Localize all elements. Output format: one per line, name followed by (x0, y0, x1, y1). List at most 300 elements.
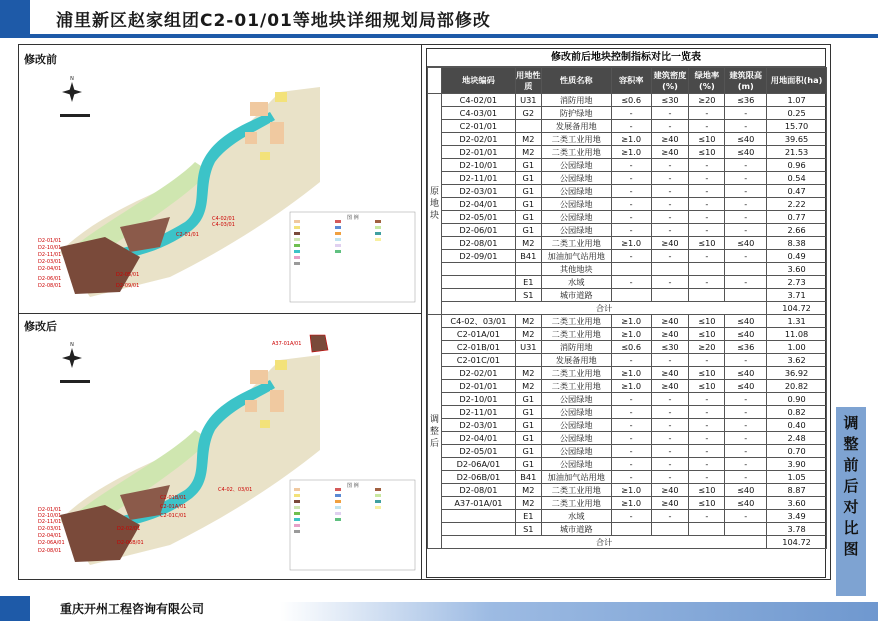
total-label: 合计 (441, 536, 766, 549)
table-cell: - (611, 185, 651, 198)
map-plot-label: D2-11/01 (38, 252, 62, 258)
table-cell (515, 263, 541, 276)
table-header-cell: 建筑密度(%) (651, 68, 689, 94)
table-cell: G1 (515, 224, 541, 237)
table-cell: 3.60 (767, 263, 827, 276)
table-cell: - (611, 172, 651, 185)
table-cell: 0.90 (767, 393, 827, 406)
table-cell: - (651, 510, 689, 523)
maps-divider (18, 313, 422, 314)
table-cell: 二类工业用地 (541, 133, 611, 146)
table-cell: - (689, 432, 725, 445)
table-caption: 修改前后地块控制指标对比一览表 (427, 49, 825, 67)
table-cell: - (725, 159, 767, 172)
table-cell: G1 (515, 393, 541, 406)
table-cell: 11.08 (767, 328, 827, 341)
table-row (428, 120, 827, 133)
table-cell: ≤40 (725, 237, 767, 250)
table-cell: G1 (515, 185, 541, 198)
page-title: 浦里新区赵家组团C2-01/01等地块详细规划局部修改 (56, 11, 491, 31)
table-cell: E1 (515, 276, 541, 289)
table-cell: C2-01A/01 (441, 328, 515, 341)
table-row (428, 94, 827, 107)
table-cell: 公园绿地 (541, 185, 611, 198)
table-cell: ≤10 (689, 484, 725, 497)
table-cell: ≤40 (725, 315, 767, 328)
table-row (428, 341, 827, 354)
table-cell: C2-01/01 (441, 120, 515, 133)
table-cell: D2-01/01 (441, 380, 515, 393)
table-cell: - (725, 393, 767, 406)
table-cell (611, 289, 651, 302)
table-row (428, 419, 827, 432)
table-cell (689, 263, 725, 276)
table-cell: - (689, 159, 725, 172)
table-cell: 39.65 (767, 133, 827, 146)
table-row (428, 211, 827, 224)
table-cell: - (689, 198, 725, 211)
table-cell: ≤10 (689, 380, 725, 393)
table-header-cell: 用地性质 (515, 68, 541, 94)
table-cell: ≤10 (689, 497, 725, 510)
table-cell: 公园绿地 (541, 211, 611, 224)
map-plot-label: C4-03/01 (212, 222, 235, 228)
table-cell: - (651, 445, 689, 458)
table-cell: 公园绿地 (541, 432, 611, 445)
total-row (428, 302, 827, 315)
table-cell: - (651, 354, 689, 367)
table-cell: ≥20 (689, 341, 725, 354)
table-cell: - (651, 393, 689, 406)
table-cell: 城市道路 (541, 289, 611, 302)
table-cell: 2.48 (767, 432, 827, 445)
table-cell (651, 263, 689, 276)
table-cell: - (689, 250, 725, 263)
table-cell: B41 (515, 250, 541, 263)
table-cell: - (689, 172, 725, 185)
table-cell: M2 (515, 133, 541, 146)
map-plot-label: D2-03/01 (38, 259, 62, 265)
table-cell: 2.22 (767, 198, 827, 211)
table-cell: M2 (515, 146, 541, 159)
table-cell: - (725, 107, 767, 120)
table-cell: ≤10 (689, 133, 725, 146)
legend (290, 480, 415, 570)
header-rule (0, 34, 878, 38)
table-cell: 0.54 (767, 172, 827, 185)
table-row (428, 250, 827, 263)
table-cell: ≥40 (651, 328, 689, 341)
table-cell: D2-04/01 (441, 198, 515, 211)
table-cell: ≤36 (725, 94, 767, 107)
total-label: 合计 (441, 302, 766, 315)
total-value: 104.72 (767, 302, 827, 315)
table-cell: 消防用地 (541, 341, 611, 354)
table-cell: - (651, 250, 689, 263)
table-cell: - (689, 458, 725, 471)
table-cell: ≤40 (725, 133, 767, 146)
map-plot-label: D2-08/01 (38, 548, 62, 554)
table-cell: M2 (515, 380, 541, 393)
table-cell: 0.77 (767, 211, 827, 224)
table-row (428, 393, 827, 406)
table-cell: 公园绿地 (541, 458, 611, 471)
table-row (428, 354, 827, 367)
table-cell: S1 (515, 523, 541, 536)
table-cell: - (611, 445, 651, 458)
table-cell: 公园绿地 (541, 159, 611, 172)
table-row (428, 315, 827, 328)
table-cell: D2-10/01 (441, 159, 515, 172)
table-cell: D2-09/01 (441, 250, 515, 263)
map-plot-label: D2-05/01 (116, 272, 140, 278)
table-cell: ≥40 (651, 484, 689, 497)
table-cell: S1 (515, 289, 541, 302)
table-cell: G1 (515, 406, 541, 419)
table-row (428, 263, 827, 276)
table-cell (689, 523, 725, 536)
table-cell: ≥1.0 (611, 133, 651, 146)
table-cell: M2 (515, 237, 541, 250)
table-cell: - (611, 120, 651, 133)
table-cell: - (725, 172, 767, 185)
table-cell: - (725, 471, 767, 484)
table-cell: D2-01/01 (441, 146, 515, 159)
table-cell: ≥1.0 (611, 497, 651, 510)
table-cell: C4-02、03/01 (441, 315, 515, 328)
table-row (428, 328, 827, 341)
table-cell: ≤0.6 (611, 341, 651, 354)
table-cell: ≥40 (651, 133, 689, 146)
table-cell: 2.73 (767, 276, 827, 289)
table-cell: M2 (515, 367, 541, 380)
table-cell: - (611, 159, 651, 172)
comparison-table (427, 67, 827, 549)
table-cell: ≥1.0 (611, 484, 651, 497)
map-plot-label: C2-01B/01 (160, 495, 187, 501)
table-header-cell: 性质名称 (541, 68, 611, 94)
table-cell (515, 354, 541, 367)
svg-text:N: N (70, 342, 74, 348)
table-cell: - (689, 445, 725, 458)
table-cell: 0.47 (767, 185, 827, 198)
table-cell: ≥1.0 (611, 367, 651, 380)
table-cell: ≤30 (651, 94, 689, 107)
table-cell: - (611, 471, 651, 484)
table-row (428, 133, 827, 146)
table-cell: C4-03/01 (441, 107, 515, 120)
table-cell: D2-06B/01 (441, 471, 515, 484)
table-cell: D2-10/01 (441, 393, 515, 406)
table-cell: - (725, 224, 767, 237)
comparison-table-panel (426, 48, 826, 578)
table-cell: 二类工业用地 (541, 497, 611, 510)
map-plot-label: D2-10/01 (38, 513, 62, 519)
table-cell: - (611, 107, 651, 120)
table-cell: G1 (515, 445, 541, 458)
map-plot-label: D2-04/01 (38, 266, 62, 272)
table-cell: 公园绿地 (541, 406, 611, 419)
table-cell: 二类工业用地 (541, 380, 611, 393)
table-cell: D2-03/01 (441, 419, 515, 432)
table-cell: - (651, 172, 689, 185)
legend (290, 212, 415, 302)
table-row (428, 380, 827, 393)
table-cell: D2-04/01 (441, 432, 515, 445)
map-plot-label: D2-04/01 (38, 533, 62, 539)
table-cell: 水域 (541, 510, 611, 523)
table-row (428, 172, 827, 185)
table-cell: G1 (515, 211, 541, 224)
table-cell: ≤10 (689, 146, 725, 159)
table-row (428, 367, 827, 380)
table-cell (441, 263, 515, 276)
after-label: 修改后 (24, 320, 57, 333)
table-row (428, 289, 827, 302)
table-cell: 公园绿地 (541, 445, 611, 458)
table-cell: - (651, 406, 689, 419)
table-cell: 1.31 (767, 315, 827, 328)
table-row (428, 458, 827, 471)
table-cell: - (689, 120, 725, 133)
table-cell: G1 (515, 198, 541, 211)
table-cell: - (725, 185, 767, 198)
table-cell: ≥40 (651, 237, 689, 250)
table-cell: 36.92 (767, 367, 827, 380)
table-cell: - (725, 276, 767, 289)
table-cell (651, 289, 689, 302)
map-plot-label: C2-01/01 (176, 232, 199, 238)
table-cell (441, 276, 515, 289)
table-cell: ≥1.0 (611, 380, 651, 393)
table-row (428, 523, 827, 536)
table-cell: 加油加气站用地 (541, 471, 611, 484)
table-cell: - (689, 510, 725, 523)
table-cell: - (651, 198, 689, 211)
table-cell: ≤0.6 (611, 94, 651, 107)
before-map (20, 62, 420, 310)
table-cell: - (611, 458, 651, 471)
table-cell: ≥1.0 (611, 328, 651, 341)
table-cell: - (611, 224, 651, 237)
table-row (428, 224, 827, 237)
table-header-cell: 用地面积(ha) (767, 68, 827, 94)
total-row (428, 536, 827, 549)
table-cell: - (651, 159, 689, 172)
table-row (428, 237, 827, 250)
map-plot-label: D2-11/01 (38, 519, 62, 525)
table-cell: 公园绿地 (541, 393, 611, 406)
table-cell: 0.25 (767, 107, 827, 120)
table-cell: ≥40 (651, 315, 689, 328)
table-cell: - (651, 432, 689, 445)
table-cell: G1 (515, 458, 541, 471)
table-cell: 3.49 (767, 510, 827, 523)
table-cell: D2-02/01 (441, 367, 515, 380)
table-cell: 二类工业用地 (541, 328, 611, 341)
table-cell (689, 289, 725, 302)
table-cell: - (725, 120, 767, 133)
before-label: 修改前 (24, 53, 57, 66)
table-cell: 二类工业用地 (541, 315, 611, 328)
table-cell: D2-11/01 (441, 406, 515, 419)
company-name: 重庆开州工程咨询有限公司 (60, 602, 205, 616)
table-cell: D2-05/01 (441, 445, 515, 458)
map-plot-label: C2-01C/01 (160, 513, 187, 519)
table-row (428, 198, 827, 211)
table-cell: 加油加气站用地 (541, 250, 611, 263)
table-cell: ≥40 (651, 497, 689, 510)
table-cell: C2-01C/01 (441, 354, 515, 367)
table-cell: 二类工业用地 (541, 367, 611, 380)
table-cell: - (689, 354, 725, 367)
table-cell: 3.78 (767, 523, 827, 536)
table-cell: - (689, 471, 725, 484)
table-cell: ≥40 (651, 367, 689, 380)
table-cell: - (689, 276, 725, 289)
table-cell: G2 (515, 107, 541, 120)
table-row (428, 107, 827, 120)
table-cell (441, 289, 515, 302)
header-accent (0, 0, 30, 38)
table-cell: - (689, 185, 725, 198)
table-cell: 1.05 (767, 471, 827, 484)
table-cell: ≥20 (689, 94, 725, 107)
table-cell: - (611, 393, 651, 406)
table-cell: ≥1.0 (611, 237, 651, 250)
table-cell: ≤40 (725, 484, 767, 497)
table-cell: ≤40 (725, 497, 767, 510)
table-cell: - (689, 419, 725, 432)
table-cell: - (725, 432, 767, 445)
table-cell: D2-06A/01 (441, 458, 515, 471)
table-cell: - (611, 198, 651, 211)
map-plot-label: C4-02、03/01 (218, 487, 253, 493)
table-cell: 防护绿地 (541, 107, 611, 120)
table-cell: ≤40 (725, 146, 767, 159)
table-cell: - (651, 107, 689, 120)
table-cell: ≤40 (725, 380, 767, 393)
table-cell: 8.87 (767, 484, 827, 497)
table-cell: ≤36 (725, 341, 767, 354)
table-cell: - (651, 471, 689, 484)
side-label: 调 整 前 后 对 比 图 (836, 407, 866, 607)
table-cell: D2-11/01 (441, 172, 515, 185)
table-cell: 3.71 (767, 289, 827, 302)
table-cell: - (725, 211, 767, 224)
table-cell: 20.82 (767, 380, 827, 393)
table-cell (515, 120, 541, 133)
table-cell: 发展备用地 (541, 354, 611, 367)
table-row (428, 497, 827, 510)
table-cell: - (611, 276, 651, 289)
map-plot-label: D2-08/01 (38, 283, 62, 289)
table-cell (441, 510, 515, 523)
table-cell: - (651, 185, 689, 198)
map-plot-label: D2-06A/01 (38, 540, 65, 546)
table-cell: D2-02/01 (441, 133, 515, 146)
map-plot-label: C2-01A/01 (160, 504, 187, 510)
table-cell: - (689, 393, 725, 406)
table-cell: - (689, 211, 725, 224)
footer-accent (0, 596, 30, 621)
table-cell: D2-05/01 (441, 211, 515, 224)
table-cell: 二类工业用地 (541, 146, 611, 159)
table-cell: 0.82 (767, 406, 827, 419)
table-row (428, 510, 827, 523)
table-cell: - (689, 224, 725, 237)
table-cell: B41 (515, 471, 541, 484)
table-cell: 2.66 (767, 224, 827, 237)
table-cell: ≥1.0 (611, 315, 651, 328)
table-cell: 3.62 (767, 354, 827, 367)
table-cell: ≥40 (651, 146, 689, 159)
table-cell: - (725, 445, 767, 458)
table-row (428, 185, 827, 198)
table-cell: - (611, 211, 651, 224)
table-cell: ≥40 (651, 380, 689, 393)
table-row (428, 159, 827, 172)
table-row (428, 146, 827, 159)
table-row (428, 432, 827, 445)
table-header-cell: 地块编码 (441, 68, 515, 94)
table-cell: D2-08/01 (441, 237, 515, 250)
legend-title: 图 例 (347, 215, 359, 221)
table-cell: 3.60 (767, 497, 827, 510)
table-cell: ≤10 (689, 237, 725, 250)
table-cell: 公园绿地 (541, 224, 611, 237)
footer-gradient (280, 602, 878, 621)
table-cell: - (725, 198, 767, 211)
after-map (20, 330, 420, 578)
table-cell: M2 (515, 497, 541, 510)
map-plot-label: D2-01/01 (38, 507, 62, 513)
table-cell: 0.40 (767, 419, 827, 432)
table-cell: D2-06/01 (441, 224, 515, 237)
table-cell: E1 (515, 510, 541, 523)
table-cell: 15.70 (767, 120, 827, 133)
table-cell: 二类工业用地 (541, 237, 611, 250)
table-cell: - (689, 107, 725, 120)
table-cell: - (611, 250, 651, 263)
table-cell: G1 (515, 432, 541, 445)
map-plot-label: C4-02/01 (212, 216, 235, 222)
table-cell: G1 (515, 159, 541, 172)
table-cell: - (725, 510, 767, 523)
table-cell: 其他地块 (541, 263, 611, 276)
table-header-cell: 建筑限高(m) (725, 68, 767, 94)
table-cell: ≤40 (725, 367, 767, 380)
table-cell (651, 523, 689, 536)
table-cell: - (725, 250, 767, 263)
table-cell: - (725, 354, 767, 367)
total-value: 104.72 (767, 536, 827, 549)
table-cell (611, 263, 651, 276)
table-cell: - (725, 419, 767, 432)
table-row (428, 471, 827, 484)
north-arrow-icon (62, 342, 82, 368)
row-group-label: 原 地 块 (428, 94, 442, 315)
scale-bar (60, 380, 90, 383)
map-plot-label: D2-02/01 (117, 526, 141, 532)
table-cell: - (651, 458, 689, 471)
map-plot-label: D2-06/01 (38, 276, 62, 282)
table-cell: 0.49 (767, 250, 827, 263)
table-cell: 0.70 (767, 445, 827, 458)
table-cell: 发展备用地 (541, 120, 611, 133)
legend-title: 图 例 (347, 483, 359, 489)
table-cell: - (651, 211, 689, 224)
